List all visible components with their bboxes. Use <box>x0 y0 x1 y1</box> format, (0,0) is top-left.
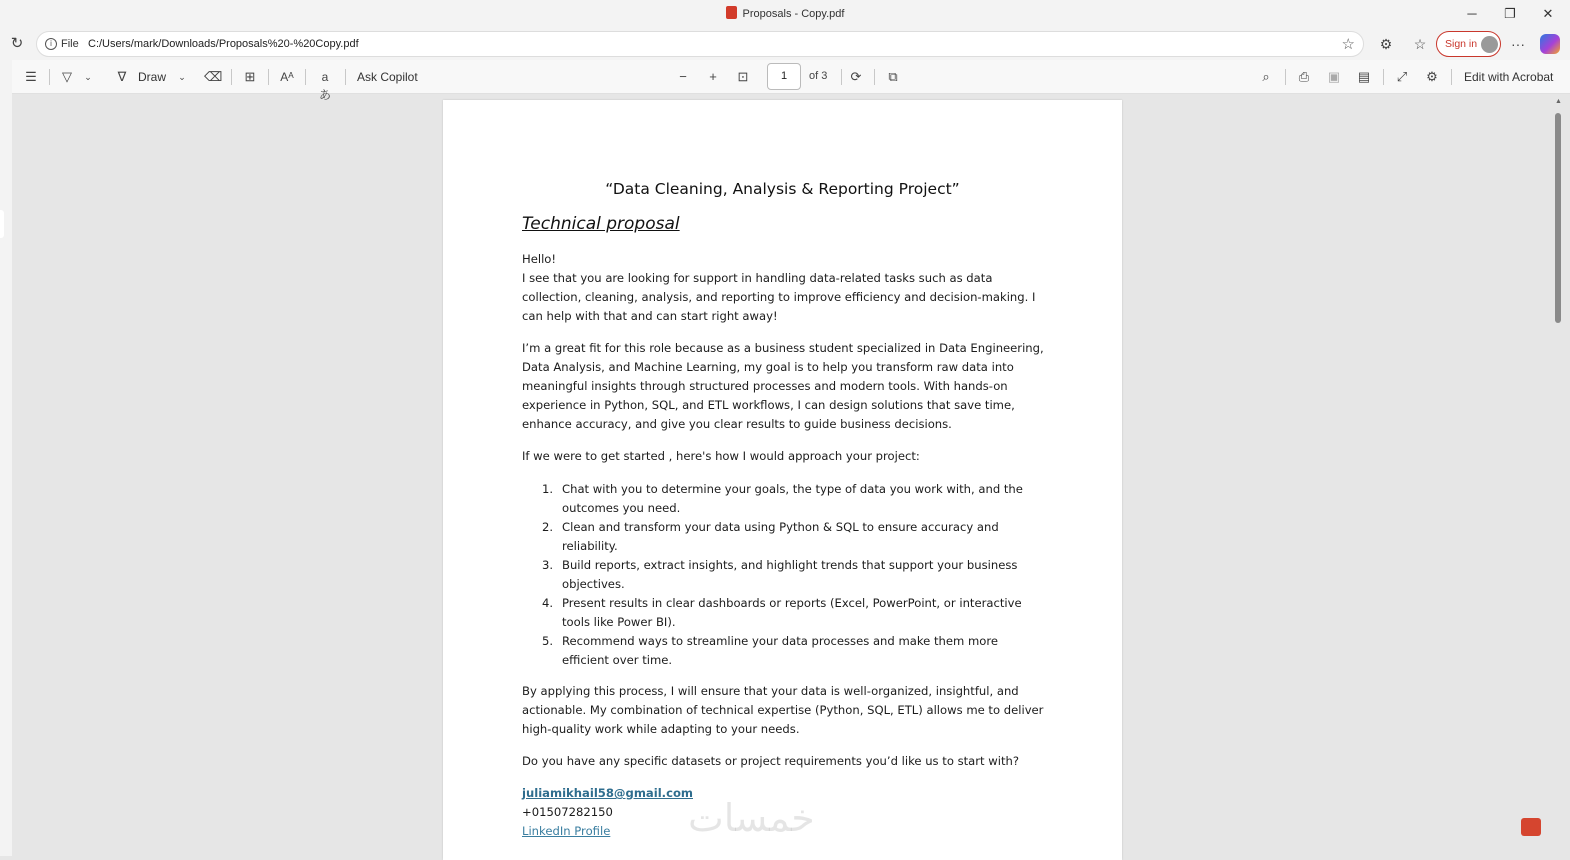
fit-page-icon[interactable]: ⊡ <box>737 69 749 84</box>
url-text[interactable]: C:/Users/mark/Downloads/Proposals%20-%20Copy.pdf <box>88 38 359 50</box>
restore-button[interactable]: ❐ <box>1504 6 1516 21</box>
greeting: Hello! <box>522 252 557 266</box>
address-bar <box>0 28 1570 60</box>
page-number-input[interactable]: 1 <box>767 63 801 90</box>
copilot-icon[interactable] <box>1540 34 1560 54</box>
translate-icon[interactable]: aあ <box>318 70 331 102</box>
list-number: 2. <box>542 520 554 534</box>
close-button[interactable]: ✕ <box>1542 6 1554 21</box>
toolbar-separator <box>345 69 346 85</box>
list-number: 5. <box>542 634 554 648</box>
settings-gear-icon[interactable]: ⚙ <box>1426 69 1438 84</box>
more-options-icon[interactable]: ··· <box>1511 36 1525 52</box>
fit-line: enhance accuracy, and give you clear results to guide business decisions. <box>522 417 952 431</box>
list-text: efficient over time. <box>562 653 673 667</box>
chevron-down-icon[interactable]: ⌄ <box>84 72 92 82</box>
highlight-icon[interactable]: ▽ <box>62 69 72 84</box>
list-item <box>522 594 1042 632</box>
window-title-bar <box>0 0 1570 28</box>
chevron-down-icon[interactable]: ⌄ <box>178 72 186 82</box>
scroll-up-icon[interactable]: ▲ <box>1555 98 1562 105</box>
draw-icon[interactable]: ∇ <box>117 69 127 84</box>
list-number: 4. <box>542 596 554 610</box>
page-view-icon[interactable]: ⧉ <box>888 69 898 84</box>
window-title-text: Proposals - Copy.pdf <box>742 8 845 20</box>
list-text: Recommend ways to streamline your data processes and make them more <box>562 634 998 648</box>
toolbar-separator <box>1285 69 1286 85</box>
closing-line: By applying this process, I will ensure that your data is well-organized, insightful, and <box>522 684 1019 698</box>
avatar <box>1481 36 1498 53</box>
sign-in-button[interactable] <box>1436 31 1501 57</box>
text-box-icon[interactable]: ⊞ <box>244 69 256 84</box>
save-as-icon[interactable]: ▤ <box>1357 69 1371 84</box>
contents-list-icon[interactable]: ☰ <box>25 69 37 84</box>
list-text: objectives. <box>562 577 625 591</box>
list-item <box>522 632 1042 670</box>
zoom-out-icon[interactable]: − <box>679 69 687 84</box>
document-subtitle: Technical proposal <box>522 214 680 234</box>
search-icon[interactable]: ⌕ <box>1262 69 1270 84</box>
linkedin-link[interactable]: LinkedIn Profile <box>522 824 611 838</box>
pdf-file-icon <box>726 6 737 19</box>
list-number: 3. <box>542 558 554 572</box>
fit-line: experience in Python, SQL, and ETL workflows, I can design solutions that save time, <box>522 398 1015 412</box>
read-aloud-icon[interactable]: Aᴬ <box>280 70 294 84</box>
watermark-logo: خمسات <box>688 796 815 840</box>
fit-line: I’m a great fit for this role because as a business student specialized in Data Engineering, <box>522 341 1044 355</box>
sign-in-label: Sign in <box>1445 38 1478 50</box>
list-text: Present results in clear dashboards or reports (Excel, PowerPoint, or interactive <box>562 596 1022 610</box>
approach-intro: If we were to get started , here's how I would approach your project: <box>522 449 920 463</box>
list-text: Chat with you to determine your goals, the type of data you work with, and the <box>562 482 1023 496</box>
fullscreen-icon[interactable]: ⤢ <box>1396 69 1408 84</box>
info-icon[interactable]: i <box>45 38 57 50</box>
url-scheme-label: File <box>61 38 79 50</box>
zoom-in-icon[interactable]: + <box>709 69 717 84</box>
pdf-page <box>443 100 1122 860</box>
list-text: Build reports, extract insights, and highlight trends that support your business <box>562 558 1018 572</box>
document-title: “Data Cleaning, Analysis & Reporting Project” <box>605 180 960 198</box>
toolbar-separator <box>305 69 306 85</box>
favorites-icon[interactable]: ☆ <box>1413 36 1427 52</box>
edit-with-acrobat-button[interactable]: Edit with Acrobat <box>1464 70 1554 84</box>
intro-line: can help with that and can start right away! <box>522 309 778 323</box>
closing-line: actionable. My combination of technical expertise (Python, SQL, ETL) allows me to deliver <box>522 703 1044 717</box>
side-panel-edge <box>0 60 12 856</box>
toolbar-separator <box>231 69 232 85</box>
ask-copilot-button[interactable]: Ask Copilot <box>357 70 418 84</box>
phone-number: +01507282150 <box>522 805 613 819</box>
list-text: tools like Power BI). <box>562 615 676 629</box>
refresh-icon[interactable]: ↻ <box>10 35 24 52</box>
list-item <box>522 556 1042 594</box>
list-item <box>522 518 1042 556</box>
vertical-scrollbar[interactable] <box>1552 95 1566 856</box>
page-count: of 3 <box>809 70 828 82</box>
extensions-icon[interactable]: ⚙ <box>1379 36 1393 52</box>
email-link[interactable]: juliamikhail58@gmail.com <box>522 786 693 800</box>
intro-line: collection, cleaning, analysis, and reporting to improve efficiency and decision-making. I <box>522 290 1036 304</box>
window-title <box>0 6 1570 20</box>
print-icon[interactable]: ⎙ <box>1298 69 1310 84</box>
list-number: 1. <box>542 482 554 496</box>
url-field[interactable] <box>36 31 1364 57</box>
toolbar-separator <box>1451 69 1452 85</box>
eraser-icon[interactable]: ⌫ <box>204 69 223 84</box>
toolbar-separator <box>874 69 875 85</box>
side-panel-handle[interactable] <box>0 210 4 238</box>
list-item <box>522 480 1042 518</box>
toolbar-separator <box>268 69 269 85</box>
save-icon[interactable]: ▣ <box>1327 69 1341 84</box>
fit-line: Data Analysis, and Machine Learning, my goal is to help you transform raw data into <box>522 360 1014 374</box>
rotate-icon[interactable]: ⟳ <box>850 69 862 84</box>
closing-question: Do you have any specific datasets or project requirements you’d like us to start with? <box>522 754 1020 768</box>
fit-line: meaningful insights through structured processes and modern tools. With hands-on <box>522 379 1008 393</box>
minimize-button[interactable]: ─ <box>1467 6 1477 21</box>
list-text: reliability. <box>562 539 618 553</box>
list-text: Clean and transform your data using Python & SQL to ensure accuracy and <box>562 520 999 534</box>
list-text: outcomes you need. <box>562 501 681 515</box>
acrobat-icon[interactable] <box>1521 818 1541 836</box>
draw-button[interactable]: Draw <box>138 70 167 84</box>
toolbar-separator <box>49 69 50 85</box>
pdf-toolbar <box>12 60 1570 102</box>
toolbar-separator <box>841 69 842 85</box>
favorite-star-icon[interactable]: ☆ <box>1341 36 1355 53</box>
scrollbar-thumb[interactable] <box>1555 113 1561 323</box>
intro-line: I see that you are looking for support in handling data-related tasks such as data <box>522 271 993 285</box>
closing-line: high-quality work while adapting to your needs. <box>522 722 800 736</box>
toolbar-separator <box>1383 69 1384 85</box>
